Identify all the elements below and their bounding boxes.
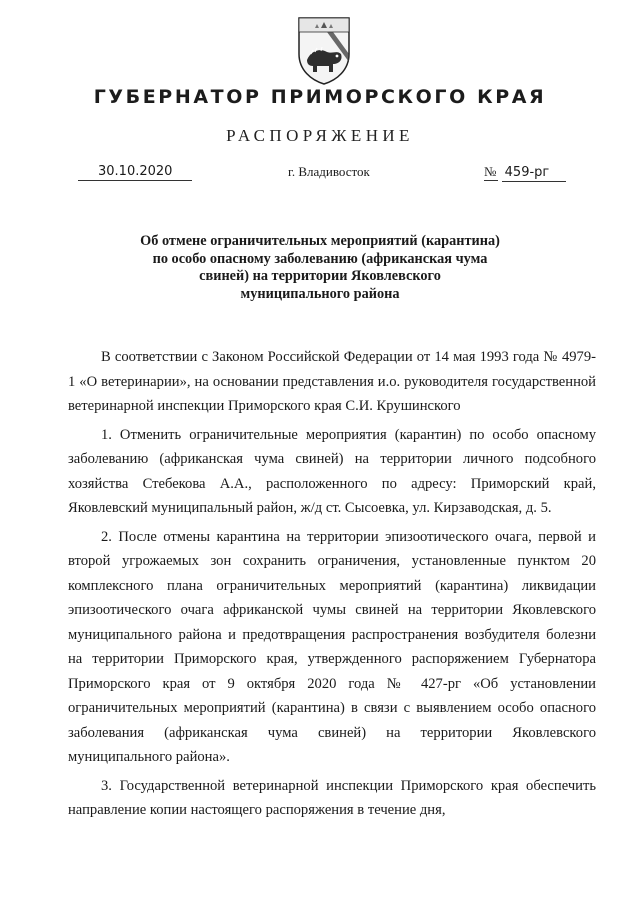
- item-paragraph: 2. После отмены карантина на территории эпизоотического очага, первой и второй угрожаемых зон сохранить ограничения, установленные пунктом 20 комплексного плана ограничительных мероприятий (карантина) ликвидации эпизоотического очага африканской чумы свиней на территории Яковлевского муниципального района и предотвращения распространения возбудителя болезни на территории Приморского края, утвержденного распоряжением Губернатора Приморского края от 9 октября 2020 года № 427-рг «Об установлении ограничительных мероприятий (карантина) в связи с выявлением особо опасного заболевания (африканская чума свиней) на территории Яковлевского муниципального района».: [68, 528, 596, 765]
- coat-of-arms-icon: [293, 14, 355, 86]
- preamble-paragraph: В соответствии с Законом Российской Федерации от 14 мая 1993 года № 4979-1 «О ветеринарии», на основании представления и.о. руководителя государственной ветеринарной инспекции Приморского края С.И. Крушинского: [68, 349, 596, 414]
- item-paragraph: 3. Государственной ветеринарной инспекции Приморского края обеспечить направление копии настоящего распоряжения в течение дня,: [68, 777, 596, 818]
- item-paragraph: 1. Отменить ограничительные мероприятия (карантин) по особо опасному заболеванию (африканская чума свиней) на территории личного подсобного хозяйства Стебекова А.А., расположенного по адресу: Приморский край, Яковлевский муниципальный район, ж/д ст. Сысоевка, ул. Кирзаводская, д. 5.: [68, 426, 596, 516]
- number-value: 459-рг: [502, 164, 566, 182]
- document-city: г. Владивосток: [288, 164, 370, 179]
- number-sign: №: [484, 164, 497, 179]
- document-type: РАСПОРЯЖЕНИЕ: [226, 126, 414, 145]
- document-title: Об отмене ограничительных мероприятий (карантина) по особо опасному заболеванию (африканская чума свиней) на территории Яковлевского муниципального района: [140, 233, 500, 302]
- document-date: 30.10.2020: [78, 163, 192, 181]
- document-body: [68, 345, 596, 823]
- authority-heading: ГУБЕРНАТОР ПРИМОРСКОГО КРАЯ: [93, 86, 547, 108]
- document-number: [484, 163, 576, 181]
